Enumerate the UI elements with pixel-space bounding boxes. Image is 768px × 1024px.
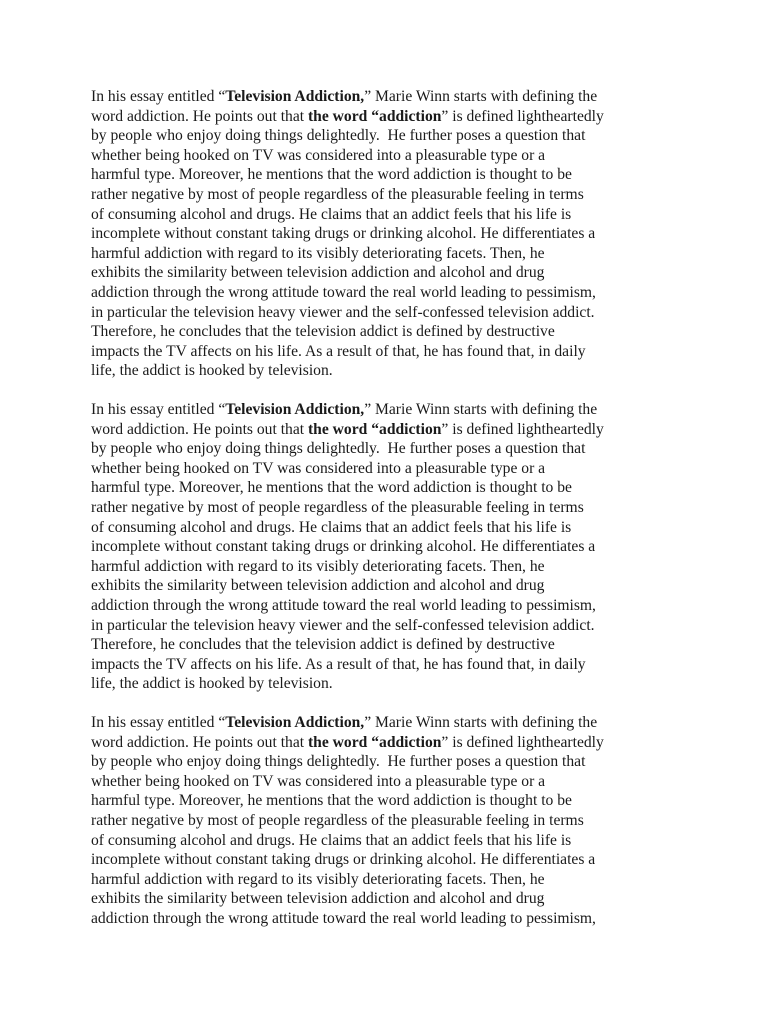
bold-phrase: the word “addiction (307, 733, 442, 751)
text-run: rather negative by most of people regardless of the pleasurable feeling in terms (91, 498, 584, 516)
text-run: ” is defined lightheartedly (441, 107, 604, 125)
text-run: exhibits the similarity between television addiction and alcohol and drug (91, 264, 545, 282)
text-line (91, 616, 691, 636)
text-run: in particular the television heavy viewer and the self-confessed television addict. (91, 303, 595, 321)
text-line (91, 361, 691, 381)
text-run: word addiction. He points out that (91, 420, 308, 438)
text-line (91, 107, 691, 127)
text-line (91, 165, 691, 185)
text-line (91, 420, 691, 440)
text-line (91, 400, 691, 420)
text-run: by people who enjoy doing things delightedly. He further poses a question that (91, 127, 586, 145)
text-line (91, 870, 691, 890)
text-run: incomplete without constant taking drugs or drinking alcohol. He differentiates a (91, 851, 596, 869)
text-line (91, 263, 691, 283)
text-run: incomplete without constant taking drugs or drinking alcohol. He differentiates a (91, 225, 596, 243)
text-line (91, 459, 691, 479)
text-run: word addiction. He points out that (91, 733, 308, 751)
text-line (91, 342, 691, 362)
text-run: In his essay entitled “ (91, 714, 226, 731)
text-run: addiction through the wrong attitude toward the real world leading to pessimism, (91, 283, 596, 301)
text-run: impacts the TV affects on his life. As a result of that, he has found that, in daily (91, 342, 586, 360)
text-line (91, 87, 691, 107)
text-line (91, 205, 691, 225)
essay-paragraph (91, 713, 691, 929)
text-run: harmful addiction with regard to its visibly deteriorating facets. Then, he (91, 870, 545, 888)
text-run: In his essay entitled “ (91, 88, 226, 105)
text-run: harmful addiction with regard to its visibly deteriorating facets. Then, he (91, 557, 545, 575)
text-run: word addiction. He points out that (91, 107, 308, 125)
text-line (91, 576, 691, 596)
text-line (91, 126, 691, 146)
text-line (91, 655, 691, 675)
bold-phrase: the word “addiction (307, 107, 442, 125)
text-line (91, 596, 691, 616)
text-run: life, the addict is hooked by television. (91, 675, 333, 693)
text-run: harmful type. Moreover, he mentions that the word addiction is thought to be (91, 792, 572, 810)
text-run: addiction through the wrong attitude toward the real world leading to pessimism, (91, 596, 596, 614)
bold-phrase: Television Addiction, (225, 714, 365, 731)
essay-paragraph (91, 87, 691, 381)
text-run: by people who enjoy doing things delightedly. He further poses a question that (91, 753, 586, 771)
text-run: exhibits the similarity between television addiction and alcohol and drug (91, 577, 545, 595)
text-run: Therefore, he concludes that the television addict is defined by destructive (91, 636, 555, 654)
text-line (91, 224, 691, 244)
text-run: ” is defined lightheartedly (441, 733, 604, 751)
bold-phrase: the word “addiction (307, 420, 442, 438)
text-run: incomplete without constant taking drugs or drinking alcohol. He differentiates a (91, 538, 596, 556)
text-line (91, 303, 691, 323)
text-line (91, 733, 691, 753)
text-run: harmful addiction with regard to its visibly deteriorating facets. Then, he (91, 244, 545, 262)
text-line (91, 772, 691, 792)
text-run: addiction through the wrong attitude toward the real world leading to pessimism, (91, 909, 596, 927)
text-run: exhibits the similarity between television addiction and alcohol and drug (91, 890, 545, 908)
text-run: whether being hooked on TV was considered into a pleasurable type or a (91, 772, 546, 790)
text-run: Therefore, he concludes that the television addict is defined by destructive (91, 323, 555, 341)
text-line (91, 557, 691, 577)
text-run: harmful type. Moreover, he mentions that the word addiction is thought to be (91, 166, 572, 184)
text-line (91, 752, 691, 772)
text-run: of consuming alcohol and drugs. He claims that an addict feels that his life is (91, 831, 572, 849)
text-line (91, 478, 691, 498)
bold-phrase: Television Addiction, (225, 401, 365, 418)
text-run: harmful type. Moreover, he mentions that the word addiction is thought to be (91, 479, 572, 497)
text-line (91, 322, 691, 342)
text-line (91, 283, 691, 303)
essay-paragraph (91, 400, 691, 694)
text-run: rather negative by most of people regardless of the pleasurable feeling in terms (91, 185, 584, 203)
text-line (91, 674, 691, 694)
text-run: whether being hooked on TV was considered into a pleasurable type or a (91, 146, 546, 164)
text-run: impacts the TV affects on his life. As a result of that, he has found that, in daily (91, 655, 586, 673)
bold-phrase: Television Addiction, (225, 88, 365, 105)
text-run: in particular the television heavy viewer and the self-confessed television addict. (91, 616, 595, 634)
text-line (91, 439, 691, 459)
text-run: whether being hooked on TV was considered into a pleasurable type or a (91, 459, 546, 477)
text-line (91, 811, 691, 831)
text-run: of consuming alcohol and drugs. He claims that an addict feels that his life is (91, 205, 572, 223)
text-run: ” Marie Winn starts with defining the (364, 714, 598, 731)
text-run: rather negative by most of people regardless of the pleasurable feeling in terms (91, 811, 584, 829)
text-run: of consuming alcohol and drugs. He claims that an addict feels that his life is (91, 518, 572, 536)
text-line (91, 831, 691, 851)
text-line (91, 498, 691, 518)
text-run: ” Marie Winn starts with defining the (364, 401, 598, 418)
text-line (91, 889, 691, 909)
text-run: ” Marie Winn starts with defining the (364, 88, 598, 105)
text-line (91, 791, 691, 811)
text-line (91, 635, 691, 655)
text-line (91, 850, 691, 870)
text-line (91, 185, 691, 205)
text-run: by people who enjoy doing things delightedly. He further poses a question that (91, 440, 586, 458)
text-line (91, 713, 691, 733)
text-run: life, the addict is hooked by television. (91, 362, 333, 380)
text-line (91, 909, 691, 929)
text-line (91, 537, 691, 557)
text-line (91, 146, 691, 166)
text-run: ” is defined lightheartedly (441, 420, 604, 438)
text-run: In his essay entitled “ (91, 401, 226, 418)
text-line (91, 518, 691, 538)
text-line (91, 244, 691, 264)
